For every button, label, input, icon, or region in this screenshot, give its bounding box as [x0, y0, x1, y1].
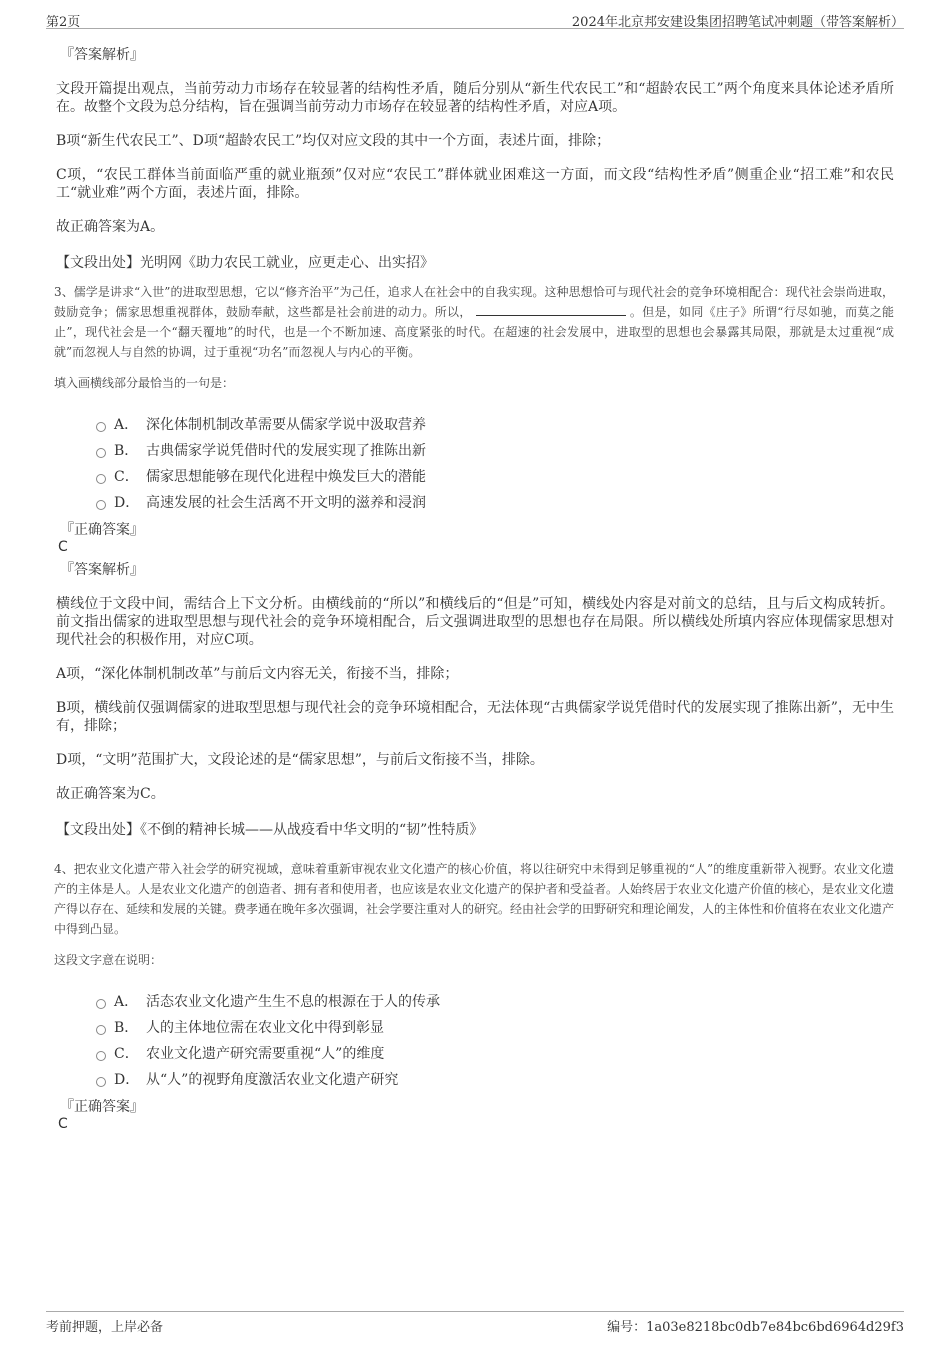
option-text: 古典儒家学说凭借时代的发展实现了推陈出新: [146, 443, 426, 459]
option-text: 从“人”的视野角度激活农业文化遗产研究: [146, 1072, 399, 1088]
q3-answer-heading: 『正确答案』: [60, 522, 144, 538]
option-text: 农业文化遗产研究需要重视“人”的维度: [146, 1046, 385, 1062]
radio-icon[interactable]: [96, 1025, 106, 1035]
option-label: C．: [114, 469, 139, 485]
q4-answer-heading: 『正确答案』: [60, 1099, 144, 1115]
q4-answer: C: [58, 1116, 68, 1132]
page-footer: [46, 1311, 904, 1334]
page-number: 第2页: [46, 15, 81, 30]
option-text: 儒家思想能够在现代化进程中焕发巨大的潜能: [146, 469, 426, 485]
option-label: D．: [114, 1072, 140, 1088]
q2-analysis-paragraph: 故正确答案为A。: [56, 219, 165, 235]
radio-icon[interactable]: [96, 999, 106, 1009]
q3-text-before: 3、儒学是讲求“入世”的进取型思想，它以“修齐治平”为己任，追求人在社会中的自我实现。这种思想恰可与现代社会的竞争环境相配合：现代社会崇尚进取，鼓励竞争；儒家思想重视群体，鼓励奉献，这些都是社会前进的动力。所以，: [54, 285, 894, 319]
radio-icon[interactable]: [96, 422, 106, 432]
document-serial: 编号：1a03e8218bc0db7e84bc6bd6964d29f3: [607, 1320, 904, 1335]
option-label: A．: [114, 994, 139, 1010]
q3-options: [96, 411, 894, 515]
q3-option-b[interactable]: [96, 437, 894, 463]
q3-text-after: 。但是，如同《庄子》所谓“行尽如驰，而莫之能止”，现代社会是一个“翻天覆地”的时代，也是一个不断加速、高度紧张的时代。在超速的社会发展中，进取型的思想也会暴露其局限，那就是太过重视“成就”而忽视人与自然的协调，过于重视“功名”而忽视人与内心的平衡。: [54, 305, 894, 359]
q3-analysis-paragraph: 故正确答案为C。: [56, 786, 165, 802]
q2-analysis-paragraph: 文段开篇提出观点，当前劳动力市场存在较显著的结构性矛盾，随后分别从“新生代农民工”和“超龄农民工”两个角度来具体论述矛盾所在。故整个文段为总分结构，旨在强调当前劳动力市场存在较显著的结构性矛盾，对应A项。: [56, 81, 894, 115]
q2-analysis-paragraph: B项“新生代农民工”、D项“超龄农民工”均仅对应文段的其中一个方面，表述片面，排除；: [56, 133, 611, 149]
q4-options: [96, 988, 894, 1092]
option-label: B．: [114, 1020, 139, 1036]
q2-analysis-paragraph: C项，“农民工群体当前面临严重的就业瓶颈”仅对应“农民工”群体就业困难这一方面，而文段“结构性矛盾”侧重企业“招工难”和农民工“就业难”两个方面，表述片面，排除。: [56, 167, 894, 201]
q4-option-a[interactable]: [96, 988, 894, 1014]
q2-analysis-heading: 『答案解析』: [60, 47, 144, 63]
option-text: 活态农业文化遗产生生不息的根源在于人的传承: [146, 994, 440, 1010]
q4-option-b[interactable]: [96, 1014, 894, 1040]
option-text: 人的主体地位需在农业文化中得到彰显: [146, 1020, 384, 1036]
footer-slogan: 考前押题，上岸必备: [46, 1320, 164, 1335]
radio-icon[interactable]: [96, 1077, 106, 1087]
radio-icon[interactable]: [96, 1051, 106, 1061]
document-title: 2024年北京邦安建设集团招聘笔试冲刺题（带答案解析）: [571, 15, 904, 30]
q4-option-d[interactable]: [96, 1066, 894, 1092]
q3-option-d[interactable]: [96, 489, 894, 515]
option-label: D．: [114, 495, 140, 511]
q4-option-c[interactable]: [96, 1040, 894, 1066]
q3-option-a[interactable]: [96, 411, 894, 437]
option-text: 深化体制机制改革需要从儒家学说中汲取营养: [146, 417, 426, 433]
option-text: 高速发展的社会生活离不开文明的滋养和浸润: [146, 495, 426, 511]
q3-question-text: [54, 282, 894, 362]
q2-source: 【文段出处】光明网《助力农民工就业，应更走心、出实招》: [56, 255, 434, 271]
q3-option-c[interactable]: [96, 463, 894, 489]
q3-prompt: 填入画横线部分最恰当的一句是：: [54, 376, 235, 390]
radio-icon[interactable]: [96, 448, 106, 458]
q3-analysis-heading: 『答案解析』: [60, 562, 144, 578]
radio-icon[interactable]: [96, 500, 106, 510]
option-label: B．: [114, 443, 139, 459]
page-header: [46, 0, 904, 29]
q3-blank-line: [476, 304, 626, 316]
q4-question-text: 4、把农业文化遗产带入社会学的研究视域，意味着重新审视农业文化遗产的核心价值，将以往研究中未得到足够重视的“人”的维度重新带入视野。农业文化遗产的主体是人。人是农业文化遗产的创造者、拥有者和使用者，也应该是农业文化遗产的保护者和受益者。人始终居于农业文化遗产价值的核心，是农业文化遗产得以存在、延续和发展的关键。费孝通在晚年多次强调，社会学要注重对人的研究。经由社会学的田野研究和理论阐发，人的主体性和价值将在农业文化遗产中得到凸显。: [54, 862, 895, 936]
q3-source: 【文段出处】《不倒的精神长城——从战疫看中华文明的“韧”性特质》: [56, 822, 484, 838]
q3-analysis-paragraph: A项，“深化体制机制改革”与前后文内容无关，衔接不当，排除；: [56, 666, 459, 682]
option-label: C．: [114, 1046, 139, 1062]
q3-analysis-paragraph: D项，“文明”范围扩大，文段论述的是“儒家思想”，与前后文衔接不当，排除。: [56, 752, 544, 768]
option-label: A．: [114, 417, 139, 433]
q3-analysis-paragraph: 横线位于文段中间，需结合上下文分析。由横线前的“所以”和横线后的“但是”可知，横线处内容是对前文的总结，且与后文构成转折。前文指出儒家的进取型思想与现代社会的竞争环境相配合，后文强调进取型的思想也存在局限。所以横线处所填内容应体现儒家思想对现代社会的积极作用，对应C项。: [56, 596, 894, 648]
q4-prompt: 这段文字意在说明：: [54, 953, 163, 967]
q3-answer: C: [58, 539, 68, 555]
q3-analysis-paragraph: B项，横线前仅强调儒家的进取型思想与现代社会的竞争环境相配合，无法体现“古典儒家学说凭借时代的发展实现了推陈出新”，无中生有，排除；: [56, 700, 894, 734]
radio-icon[interactable]: [96, 474, 106, 484]
page-content: [56, 44, 894, 1136]
